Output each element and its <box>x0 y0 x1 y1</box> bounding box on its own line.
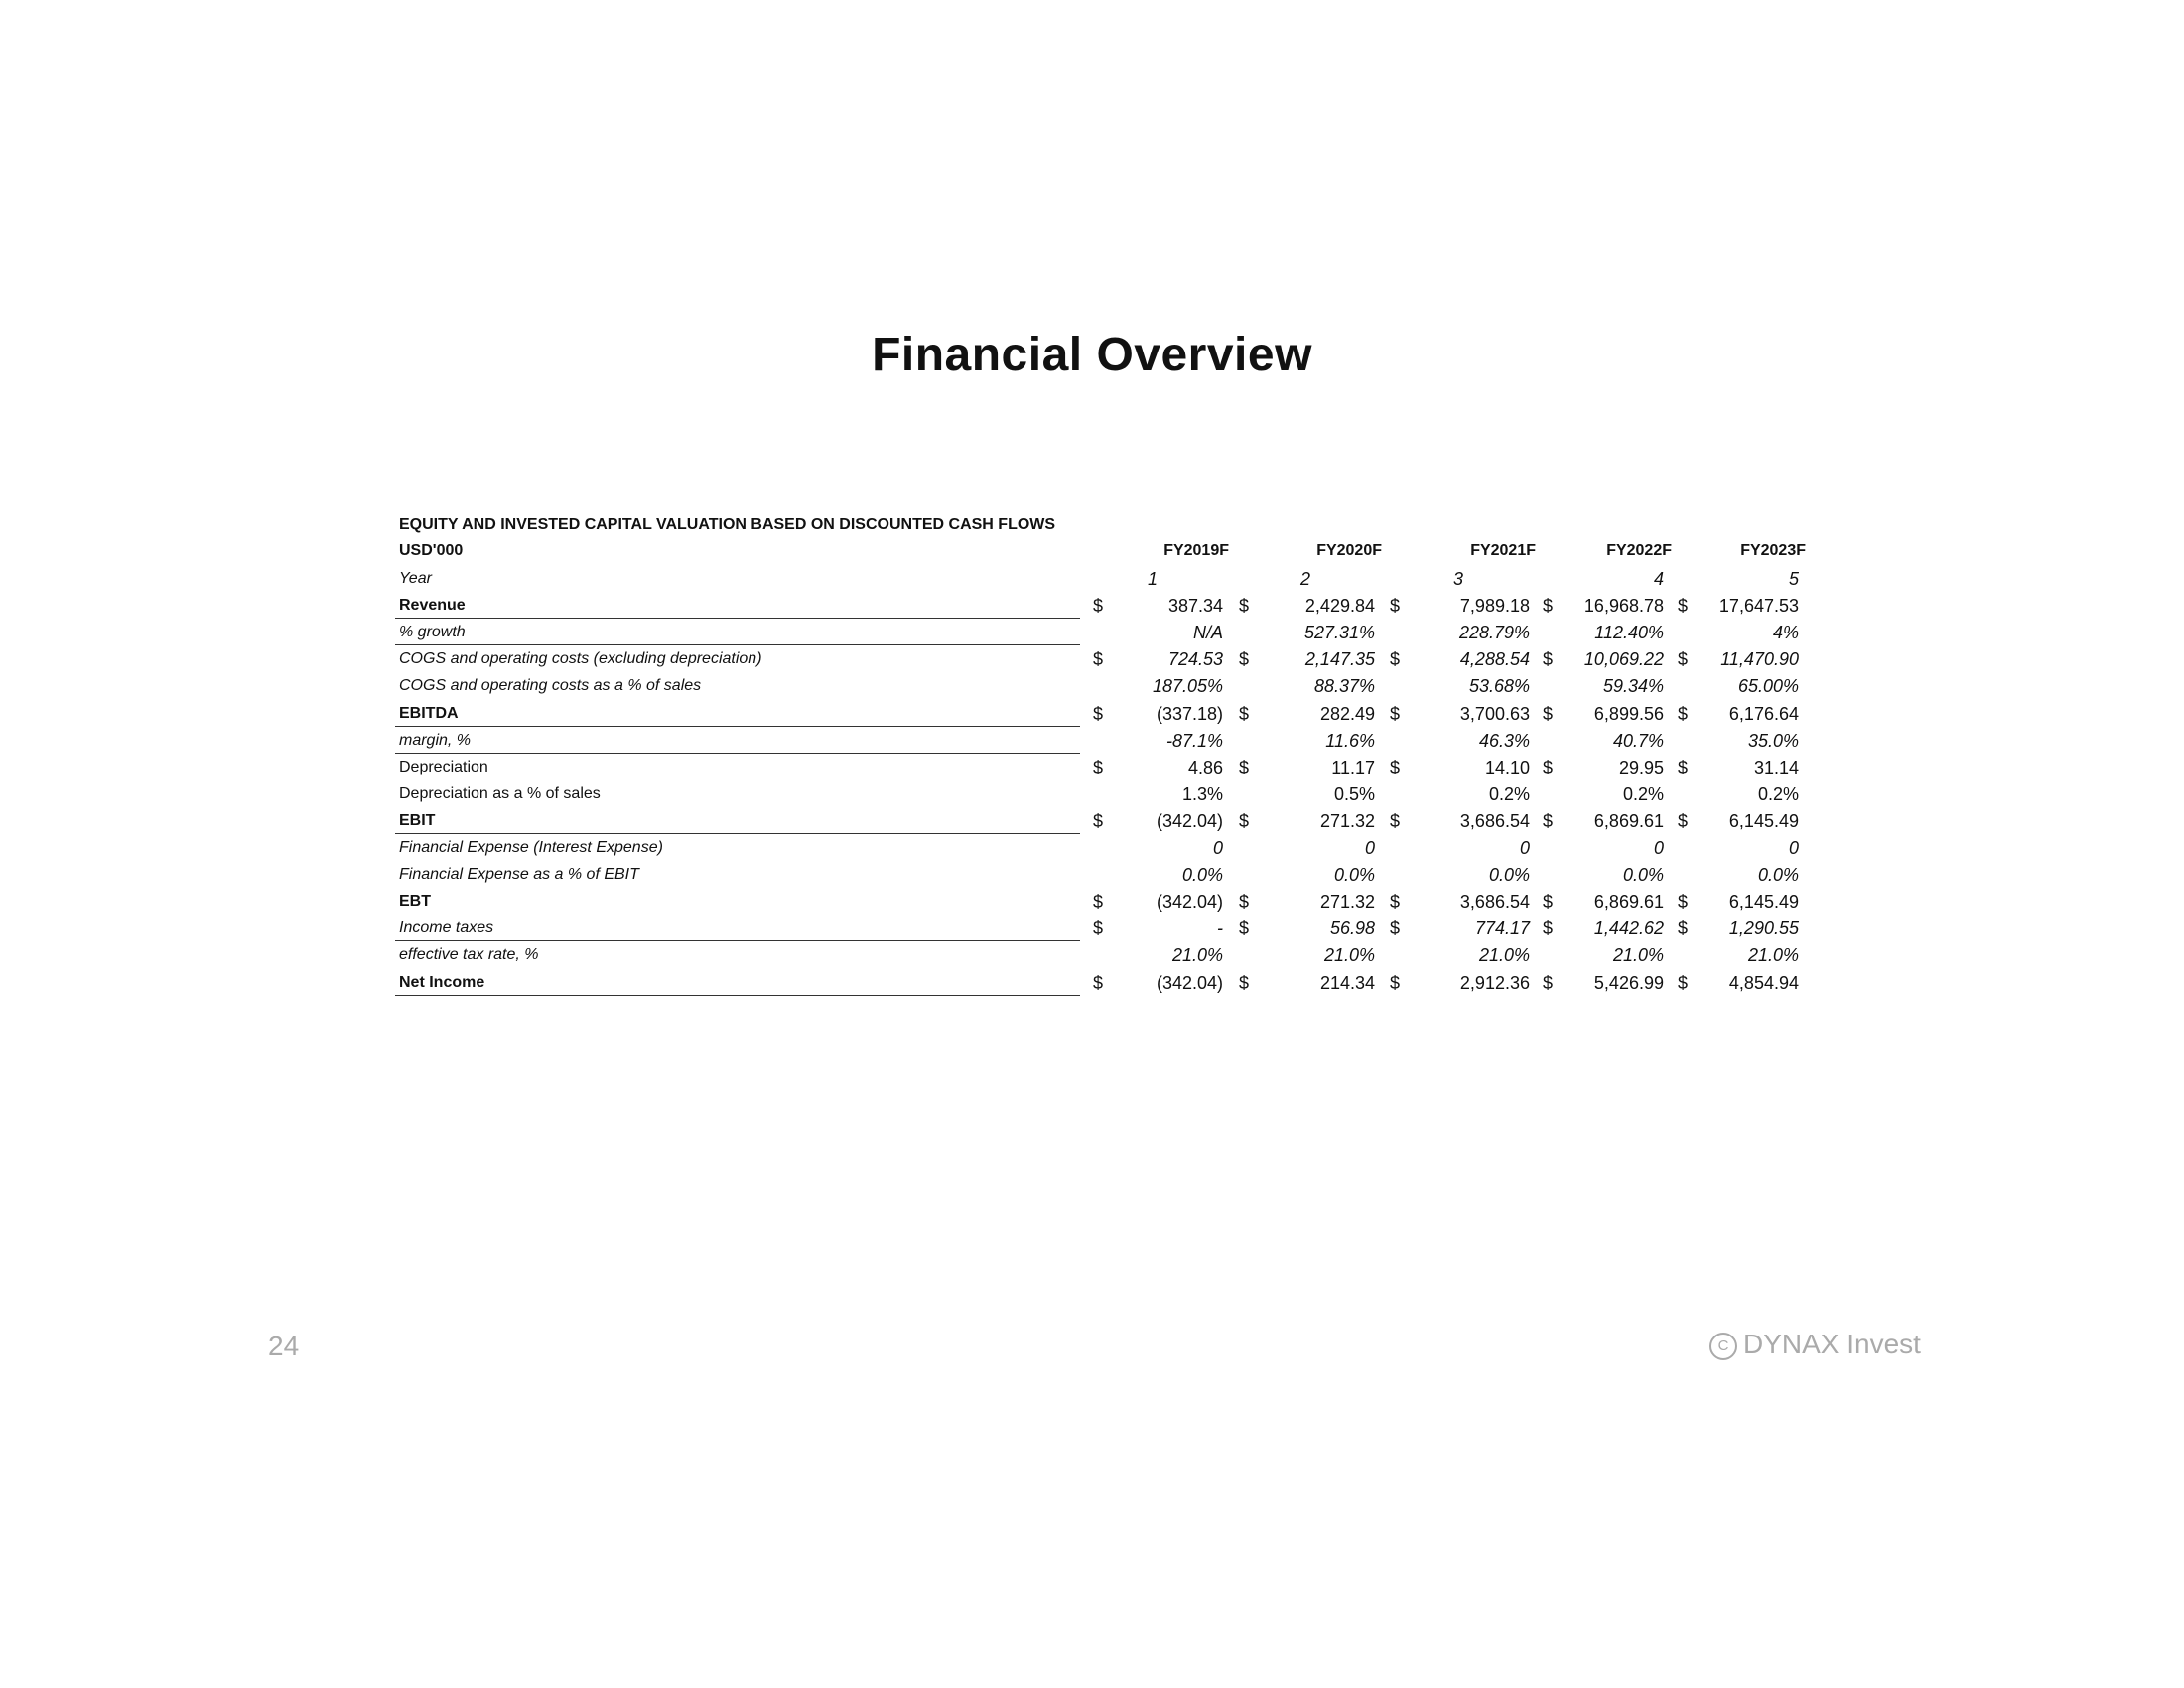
table-row <box>0 566 2184 593</box>
table-cell: 1,290.55 <box>1728 918 1799 939</box>
row-label: Income taxes <box>399 919 494 937</box>
table-cell: 88.37% <box>1313 676 1375 697</box>
table-cell: 11,470.90 <box>1720 649 1799 670</box>
row-label: Net Income <box>399 973 485 991</box>
row-divider <box>395 940 1080 941</box>
table-cell: 11.6% <box>1325 730 1375 751</box>
table-cell: 65.00% <box>1737 676 1799 697</box>
table-cell: 0.0% <box>1622 865 1664 886</box>
currency-symbol: $ <box>1239 703 1250 724</box>
table-cell: 1,442.62 <box>1593 918 1664 939</box>
table-cell: 5 <box>1788 569 1799 589</box>
currency-symbol: $ <box>1390 757 1401 777</box>
page-number: 24 <box>268 1331 300 1361</box>
row-label: EBIT <box>399 811 436 829</box>
row-divider <box>395 753 1080 754</box>
currency-symbol: $ <box>1678 972 1689 993</box>
row-divider <box>395 833 1080 834</box>
currency-symbol: $ <box>1543 703 1554 724</box>
row-label: Depreciation as a % of sales <box>399 784 601 802</box>
currency-symbol: $ <box>1239 596 1250 617</box>
table-cell: 271.32 <box>1319 810 1375 831</box>
table-cell: 4,288.54 <box>1459 649 1530 670</box>
table-cell: 14.10 <box>1484 757 1530 777</box>
table-cell: 3,686.54 <box>1459 810 1530 831</box>
row-label: COGS and operating costs as a % of sales <box>399 677 702 695</box>
currency-symbol: $ <box>1678 596 1689 617</box>
row-label: Financial Expense as a % of EBIT <box>399 866 639 884</box>
currency-symbol: $ <box>1543 649 1554 670</box>
currency-symbol: $ <box>1390 649 1401 670</box>
currency-symbol: $ <box>1093 703 1104 724</box>
table-cell: 6,869.61 <box>1593 810 1664 831</box>
table-cell: (337.18) <box>1156 703 1223 724</box>
currency-symbol: $ <box>1239 757 1250 777</box>
table-cell: 21.0% <box>1747 945 1799 966</box>
table-cell: 0 <box>1212 838 1223 858</box>
table-cell: 0.0% <box>1181 865 1223 886</box>
row-label: Financial Expense (Interest Expense) <box>399 839 663 856</box>
table-cell: 2,429.84 <box>1304 596 1375 617</box>
row-divider <box>395 618 1080 619</box>
copyright-icon: C <box>1709 1333 1737 1360</box>
table-cell: - <box>1217 918 1223 939</box>
table-cell: 3 <box>1453 569 1464 589</box>
table-cell: -87.1% <box>1165 730 1223 751</box>
currency-symbol: $ <box>1093 596 1104 617</box>
table-row <box>0 781 2184 808</box>
table-cell: 774.17 <box>1474 918 1530 939</box>
column-header-fy2021: FY2021F <box>1470 542 1536 559</box>
currency-symbol: $ <box>1239 810 1250 831</box>
table-cell: 4 <box>1653 569 1664 589</box>
currency-symbol: $ <box>1543 972 1554 993</box>
table-cell: (342.04) <box>1156 972 1223 993</box>
table-cell: 0 <box>1364 838 1375 858</box>
currency-symbol: $ <box>1239 972 1250 993</box>
table-cell: 271.32 <box>1319 892 1375 913</box>
column-header-fy2020: FY2020F <box>1316 542 1382 559</box>
currency-symbol: $ <box>1543 918 1554 939</box>
table-cell: 4,854.94 <box>1728 972 1799 993</box>
table-cell: 40.7% <box>1612 730 1664 751</box>
currency-symbol: $ <box>1239 892 1250 913</box>
table-cell: 2,912.36 <box>1459 972 1530 993</box>
table-row <box>0 808 2184 835</box>
table-row <box>0 701 2184 728</box>
table-cell: 3,686.54 <box>1459 892 1530 913</box>
table-cell: 5,426.99 <box>1593 972 1664 993</box>
table-cell: 4% <box>1772 623 1799 643</box>
table-cell: (342.04) <box>1156 892 1223 913</box>
currency-symbol: $ <box>1543 596 1554 617</box>
table-row <box>0 970 2184 997</box>
table-title: EQUITY AND INVESTED CAPITAL VALUATION BASED ON DISCOUNTED CASH FLOWS <box>399 516 1056 533</box>
table-row <box>0 889 2184 915</box>
currency-symbol: $ <box>1678 703 1689 724</box>
table-cell: 6,145.49 <box>1728 810 1799 831</box>
table-cell: 21.0% <box>1171 945 1223 966</box>
table-row <box>0 728 2184 755</box>
table-cell: 3,700.63 <box>1459 703 1530 724</box>
currency-symbol: $ <box>1239 649 1250 670</box>
table-cell: 4.86 <box>1187 757 1223 777</box>
row-label: EBT <box>399 893 431 911</box>
table-cell: 2 <box>1300 569 1311 589</box>
row-divider <box>395 726 1080 727</box>
table-cell: 46.3% <box>1478 730 1530 751</box>
currency-symbol: $ <box>1678 810 1689 831</box>
table-row <box>0 862 2184 889</box>
table-cell: 6,176.64 <box>1728 703 1799 724</box>
table-row <box>0 915 2184 942</box>
currency-symbol: $ <box>1093 757 1104 777</box>
table-cell: 0 <box>1653 838 1664 858</box>
table-cell: 59.34% <box>1602 676 1664 697</box>
currency-symbol: $ <box>1390 596 1401 617</box>
table-row <box>0 835 2184 862</box>
table-cell: 7,989.18 <box>1459 596 1530 617</box>
table-cell: 0 <box>1519 838 1530 858</box>
column-header-fy2022: FY2022F <box>1606 542 1672 559</box>
table-cell: 29.95 <box>1618 757 1664 777</box>
currency-symbol: $ <box>1678 649 1689 670</box>
table-row <box>0 673 2184 700</box>
brand-name: DYNAX Invest <box>1743 1329 1921 1359</box>
currency-symbol: $ <box>1543 810 1554 831</box>
table-cell: 0.0% <box>1488 865 1530 886</box>
table-cell: 187.05% <box>1152 676 1223 697</box>
table-cell: 2,147.35 <box>1304 649 1375 670</box>
brand-footer <box>1709 1329 1921 1360</box>
table-cell: 17,647.53 <box>1718 596 1799 617</box>
currency-symbol: $ <box>1093 918 1104 939</box>
row-label: effective tax rate, % <box>399 946 539 964</box>
currency-symbol: $ <box>1390 918 1401 939</box>
row-label: Depreciation <box>399 758 488 775</box>
currency-symbol: $ <box>1239 918 1250 939</box>
table-row <box>0 593 2184 620</box>
currency-symbol: $ <box>1093 810 1104 831</box>
currency-symbol: $ <box>1678 892 1689 913</box>
currency-symbol: $ <box>1093 892 1104 913</box>
unit-label: USD'000 <box>399 542 464 559</box>
currency-symbol: $ <box>1678 918 1689 939</box>
column-header-fy2023: FY2023F <box>1740 542 1806 559</box>
currency-symbol: $ <box>1390 972 1401 993</box>
table-row <box>0 755 2184 781</box>
table-cell: 0.2% <box>1757 783 1799 804</box>
table-cell: 11.17 <box>1331 757 1375 777</box>
table-cell: 21.0% <box>1323 945 1375 966</box>
table-cell: 16,968.78 <box>1583 596 1664 617</box>
table-cell: 21.0% <box>1478 945 1530 966</box>
table-cell: 214.34 <box>1319 972 1375 993</box>
table-cell: 53.68% <box>1468 676 1530 697</box>
table-cell: 31.14 <box>1753 757 1799 777</box>
currency-symbol: $ <box>1390 810 1401 831</box>
table-cell: 0 <box>1788 838 1799 858</box>
currency-symbol: $ <box>1390 892 1401 913</box>
table-cell: 387.34 <box>1167 596 1223 617</box>
table-cell: N/A <box>1192 623 1223 643</box>
table-cell: 0.5% <box>1333 783 1375 804</box>
slide-title: Financial Overview <box>872 329 1312 381</box>
row-divider <box>395 644 1080 645</box>
table-cell: 10,069.22 <box>1583 649 1664 670</box>
table-cell: 6,869.61 <box>1593 892 1664 913</box>
table-cell: (342.04) <box>1156 810 1223 831</box>
currency-symbol: $ <box>1678 757 1689 777</box>
table-cell: 228.79% <box>1458 623 1530 643</box>
table-cell: 6,899.56 <box>1593 703 1664 724</box>
table-cell: 282.49 <box>1319 703 1375 724</box>
table-cell: 1.3% <box>1181 783 1223 804</box>
row-label: Revenue <box>399 597 466 615</box>
table-cell: 0.0% <box>1333 865 1375 886</box>
table-cell: 0.2% <box>1622 783 1664 804</box>
table-row <box>0 942 2184 969</box>
currency-symbol: $ <box>1543 757 1554 777</box>
table-cell: 56.98 <box>1329 918 1375 939</box>
table-row <box>0 620 2184 646</box>
table-cell: 527.31% <box>1303 623 1375 643</box>
row-divider <box>395 995 1080 996</box>
row-label: Year <box>399 570 432 587</box>
column-header-fy2019: FY2019F <box>1163 542 1229 559</box>
row-label: margin, % <box>399 731 472 749</box>
table-cell: 6,145.49 <box>1728 892 1799 913</box>
table-cell: 112.40% <box>1594 623 1664 643</box>
table-cell: 21.0% <box>1612 945 1664 966</box>
table-cell: 0.0% <box>1757 865 1799 886</box>
table-row <box>0 646 2184 673</box>
row-label: COGS and operating costs (excluding depreciation) <box>399 650 762 668</box>
currency-symbol: $ <box>1093 649 1104 670</box>
table-cell: 724.53 <box>1167 649 1223 670</box>
table-cell: 1 <box>1148 569 1159 589</box>
table-cell: 35.0% <box>1747 730 1799 751</box>
row-label: EBITDA <box>399 704 459 722</box>
currency-symbol: $ <box>1390 703 1401 724</box>
table-cell: 0.2% <box>1488 783 1530 804</box>
row-label: % growth <box>399 624 466 641</box>
currency-symbol: $ <box>1543 892 1554 913</box>
currency-symbol: $ <box>1093 972 1104 993</box>
